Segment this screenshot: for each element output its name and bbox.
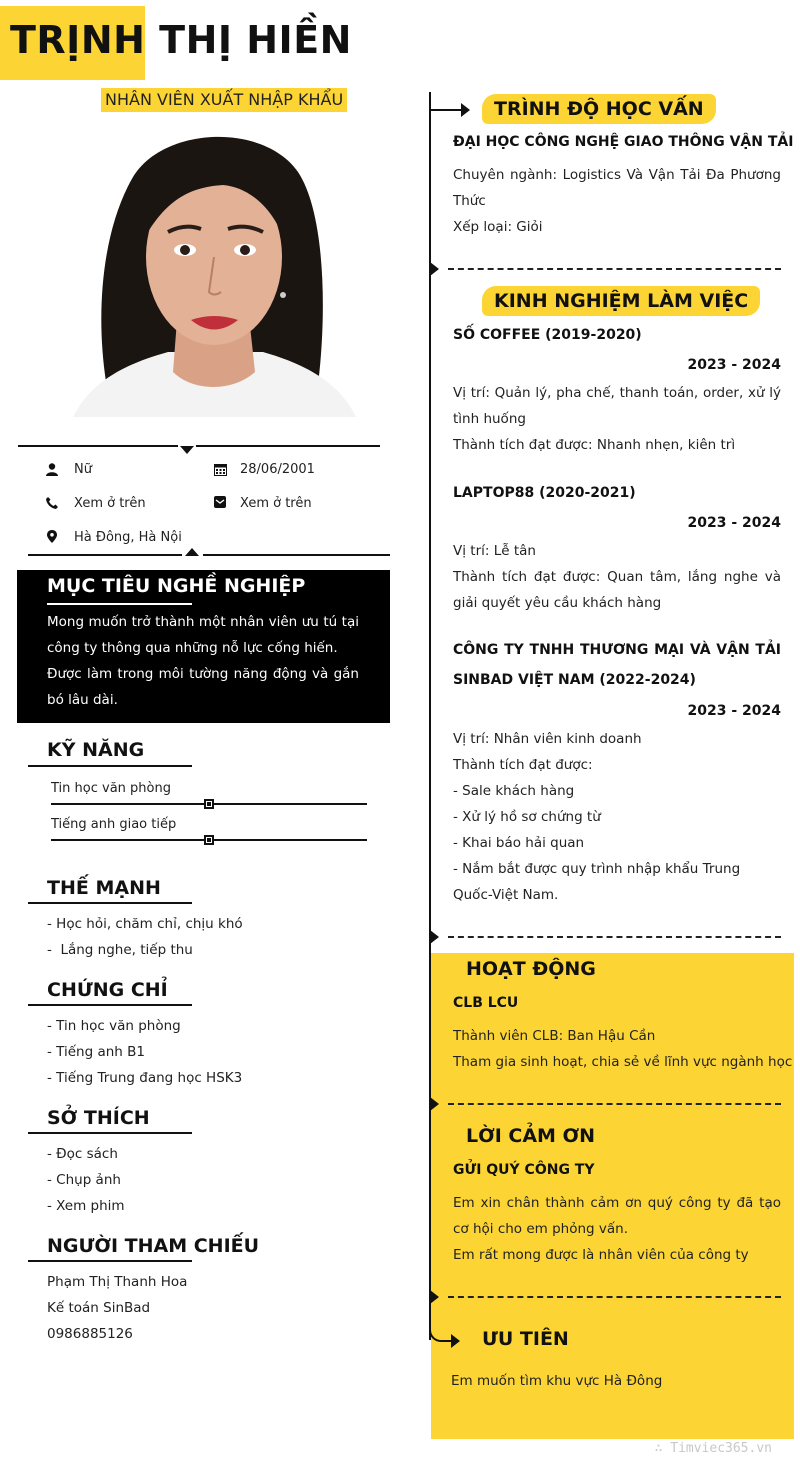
job-title: NHÂN VIÊN XUẤT NHẬP KHẨU: [101, 88, 347, 112]
priority-text: Em muốn tìm khu vực Hà Đông: [451, 1373, 663, 1389]
profile-photo: [73, 117, 356, 417]
timeline-arrow-line: [431, 109, 461, 111]
certificates-title: CHỨNG CHỈ: [47, 979, 168, 1001]
activity-line: Tham gia sinh hoạt, chia sẻ về lĩnh vực ngành học: [453, 1054, 793, 1070]
objective-title: MỤC TIÊU NGHỀ NGHIỆP: [47, 575, 306, 597]
education-school: ĐẠI HỌC CÔNG NGHỆ GIAO THÔNG VẬN TẢI: [453, 134, 794, 150]
skill-name: Tiếng anh giao tiếp: [51, 817, 177, 832]
skill-level-knob: [204, 835, 214, 845]
hobbies-title-underline: [28, 1132, 192, 1134]
divider-arrow-up: [185, 548, 199, 556]
section-separator: [448, 1103, 781, 1105]
education-rank: Xếp loại: Giỏi: [453, 219, 543, 235]
birthday-value: 28/06/2001: [240, 462, 315, 477]
timeline-line: [429, 92, 431, 1340]
job-company: LAPTOP88 (2020-2021): [453, 485, 636, 501]
education-major: Chuyên ngành: Logistics Và Vận Tải Đa Phương Thức: [453, 167, 781, 209]
skill-level-bar: [51, 803, 367, 805]
job-line: Vị trí: Nhân viên kinh doanh: [453, 731, 642, 747]
job-line: Thành tích đạt được: Quan tâm, lắng nghe và giải quyết yêu cầu khách hàng: [453, 569, 781, 611]
address-value: Hà Đông, Hà Nội: [74, 530, 182, 545]
timeline-marker-icon: [430, 1290, 439, 1304]
thanks-line: Em xin chân thành cảm ơn quý công ty đã tạo cơ hội cho em phỏng vấn.: [453, 1195, 781, 1237]
reference-phone: 0986885126: [47, 1326, 133, 1342]
thanks-title: LỜI CẢM ƠN: [466, 1125, 596, 1147]
timeline-arrow-icon: [461, 103, 470, 117]
timeline-end-arrow-icon: [451, 1334, 460, 1348]
strength-item: - Lắng nghe, tiếp thu: [47, 942, 193, 958]
job-line: - Xử lý hồ sơ chứng từ: [453, 809, 601, 825]
info-divider-bottom-left: [28, 554, 182, 556]
certificate-item: - Tiếng anh B1: [47, 1044, 145, 1060]
job-line: Thành tích đạt được: Nhanh nhẹn, kiên trì: [453, 437, 736, 453]
activities-title: HOẠT ĐỘNG: [466, 958, 596, 980]
thanks-line: Em rất mong được là nhân viên của công ty: [453, 1247, 749, 1263]
skills-title: KỸ NĂNG: [47, 739, 145, 761]
section-separator: [448, 1296, 781, 1298]
experience-title: KINH NGHIỆM LÀM VIỆC: [482, 286, 760, 316]
certificate-item: - Tiếng Trung đang học HSK3: [47, 1070, 243, 1086]
skill-level-knob: [204, 799, 214, 809]
timeline-marker-icon: [430, 930, 439, 944]
job-company: CÔNG TY TNHH THƯƠNG MẠI VÀ VẬN TẢI SINBAD VIỆT NAM (2022-2024): [453, 642, 781, 688]
job-period: 2023 - 2024: [687, 703, 781, 719]
job-company: SỐ COFFEE (2019-2020): [453, 327, 642, 343]
strengths-title: THẾ MẠNH: [47, 877, 161, 899]
reference-title-underline: [28, 1260, 192, 1262]
objective-title-underline: [47, 603, 192, 605]
email-icon: [213, 495, 227, 509]
reference-name: Phạm Thị Thanh Hoa: [47, 1274, 188, 1290]
experience-title-wrap: [482, 285, 760, 317]
hobbies-title: SỞ THÍCH: [47, 1107, 150, 1129]
certificate-item: - Tin học văn phòng: [47, 1018, 181, 1034]
job-line: - Nắm bắt được quy trình nhập khẩu Trung Quốc-Việt Nam.: [453, 861, 741, 903]
activities-org: CLB LCU: [453, 995, 519, 1011]
education-title-wrap: [482, 93, 716, 125]
strengths-title-underline: [28, 902, 192, 904]
info-divider-top-right: [196, 445, 380, 447]
section-separator: [448, 936, 781, 938]
skill-name: Tin học văn phòng: [51, 781, 171, 796]
info-divider-bottom-right: [203, 554, 390, 556]
hobby-item: - Chụp ảnh: [47, 1172, 121, 1188]
job-line: Thành tích đạt được:: [453, 757, 593, 773]
reference-position: Kế toán SinBad: [47, 1300, 151, 1316]
activity-line: Thành viên CLB: Ban Hậu Cần: [453, 1028, 656, 1044]
hobby-item: - Đọc sách: [47, 1146, 118, 1162]
skill-level-bar: [51, 839, 367, 841]
certificates-title-underline: [28, 1004, 192, 1006]
gender-icon: [45, 462, 59, 476]
job-line: - Khai báo hải quan: [453, 835, 585, 851]
location-pin-icon: [45, 529, 59, 543]
divider-arrow-down: [180, 446, 194, 454]
job-period: 2023 - 2024: [687, 515, 781, 531]
education-title: TRÌNH ĐỘ HỌC VẤN: [482, 94, 716, 124]
strength-item: - Học hỏi, chăm chỉ, chịu khó: [47, 916, 243, 932]
timeline-marker-icon: [430, 1097, 439, 1111]
site-watermark: ∴ Timviec365.vn: [654, 1441, 772, 1456]
calendar-icon: [213, 462, 227, 476]
job-line: Vị trí: Quản lý, pha chế, thanh toán, order, xử lý tình huống: [453, 385, 781, 427]
phone-value: Xem ở trên: [74, 496, 146, 511]
priority-title: ƯU TIÊN: [482, 1328, 569, 1350]
objective-text: Mong muốn trở thành một nhân viên ưu tú tại công ty thông qua những nỗ lực cống hiến. Được làm trong môi tường năng động và gắn bó lâu dài.: [47, 614, 359, 708]
reference-title: NGƯỜI THAM CHIẾU: [47, 1235, 260, 1257]
job-period: 2023 - 2024: [687, 357, 781, 373]
job-line: - Sale khách hàng: [453, 783, 575, 799]
email-value: Xem ở trên: [240, 496, 312, 511]
thanks-recipient: GỬI QUÝ CÔNG TY: [453, 1162, 595, 1178]
info-divider-top-left: [18, 445, 178, 447]
phone-icon: [45, 496, 59, 510]
timeline-marker-icon: [430, 262, 439, 276]
section-separator: [448, 268, 781, 270]
job-line: Vị trí: Lễ tân: [453, 543, 536, 559]
gender-value: Nữ: [74, 462, 92, 477]
hobby-item: - Xem phim: [47, 1198, 125, 1214]
skills-title-underline: [28, 765, 192, 767]
candidate-name: TRỊNH THỊ HIỀN: [10, 18, 352, 62]
